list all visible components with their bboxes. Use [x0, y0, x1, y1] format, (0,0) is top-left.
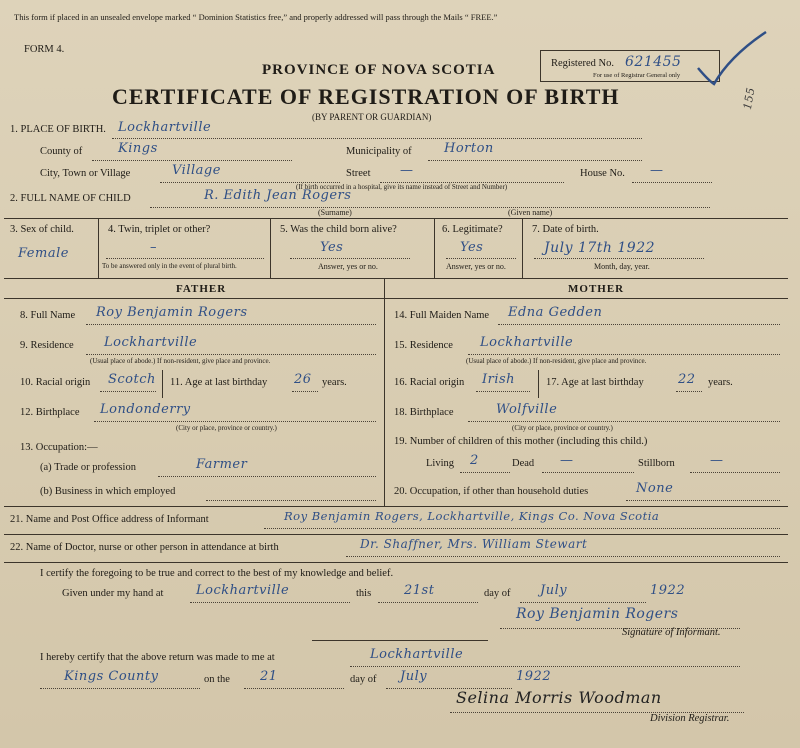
dob-note: Month, day, year. [594, 262, 650, 271]
this-label: this [356, 588, 372, 599]
father-occupation-label: 13. Occupation:— [20, 442, 98, 453]
father-heading: FATHER [176, 283, 227, 295]
city-value: Village [172, 163, 221, 178]
dob-label: 7. Date of birth. [532, 224, 599, 235]
street-value: — [400, 163, 414, 178]
stillborn-label: Stillborn [638, 458, 675, 469]
given-place-value: Lockhartville [196, 583, 290, 598]
margin-stamp: 155 [740, 86, 758, 111]
living-value: 2 [470, 453, 479, 468]
given-label: Given under my hand at [62, 588, 164, 599]
city-label: City, Town or Village [40, 168, 131, 179]
informant-label: 21. Name and Post Office address of Informant [10, 514, 209, 525]
mother-age-value: 22 [678, 372, 696, 387]
municipality-value: Horton [444, 141, 494, 156]
page-subtitle: (BY PARENT OR GUARDIAN) [312, 112, 432, 122]
certify-month-value: July [540, 583, 568, 598]
dead-label: Dead [512, 458, 535, 469]
father-age-label: 11. Age at last birthday [170, 377, 268, 388]
surname-note: (Surname) [318, 208, 352, 217]
registered-number: 621455 [625, 54, 682, 70]
certify-day-value: 21st [404, 583, 435, 598]
mother-occupation-value: None [636, 481, 674, 496]
informant-value: Roy Benjamin Rogers, Lockhartville, Kings Co. Nova Scotia [284, 509, 660, 523]
mother-residence-value: Lockhartville [480, 335, 574, 350]
sex-value: Female [18, 246, 69, 261]
father-years: years. [322, 377, 347, 388]
registrar-statement: I hereby certify that the above return was made to me at [40, 652, 275, 663]
province-heading: PROVINCE OF NOVA SCOTIA [262, 62, 496, 78]
legitimate-label: 6. Legitimate? [442, 224, 503, 235]
registrar-signature: Selina Morris Woodman [456, 688, 662, 707]
father-name-label: 8. Full Name [20, 310, 76, 321]
registered-label: Registered No. [551, 58, 614, 69]
dead-value: — [560, 453, 574, 468]
legitimate-note: Answer, yes or no. [446, 262, 506, 271]
place-of-birth-value: Lockhartville [118, 120, 212, 135]
municipality-label: Municipality of [346, 146, 412, 157]
father-birthplace-value: Londonderry [100, 402, 191, 417]
house-value: — [650, 163, 664, 178]
certify-year-value: 1922 [650, 583, 686, 598]
father-racial-value: Scotch [108, 372, 156, 387]
form-number: FORM 4. [24, 44, 65, 55]
father-residence-note: (Usual place of abode.) If non-resident, give place and province. [90, 357, 271, 365]
place-of-birth-label: 1. PLACE OF BIRTH. [10, 124, 106, 135]
alive-label: 5. Was the child born alive? [280, 224, 397, 235]
mother-years: years. [708, 377, 733, 388]
mother-children-label: 19. Number of children of this mother (including this child.) [394, 436, 648, 447]
stillborn-value: — [710, 453, 724, 468]
father-business-label: (b) Business in which employed [40, 486, 176, 497]
on-the-label: on the [204, 674, 230, 685]
registrar-county-value: Kings County [64, 669, 159, 684]
sex-label: 3. Sex of child. [10, 224, 74, 235]
mother-birthplace-label: 18. Birthplace [394, 407, 454, 418]
informant-signature-label: Signature of Informant. [622, 627, 721, 638]
mother-birthplace-note: (City or place, province or country.) [512, 424, 613, 432]
legitimate-value: Yes [460, 240, 484, 255]
mother-birthplace-value: Wolfville [496, 402, 558, 417]
twin-value: – [150, 240, 157, 255]
dob-value: July 17th 1922 [544, 240, 656, 256]
mother-age-label: 17. Age at last birthday [546, 377, 644, 388]
mother-racial-value: Irish [482, 372, 516, 387]
child-name-label: 2. FULL NAME OF CHILD [10, 193, 131, 204]
father-name-value: Roy Benjamin Rogers [96, 305, 248, 320]
alive-note: Answer, yes or no. [318, 262, 378, 271]
mother-residence-label: 15. Residence [394, 340, 453, 351]
father-residence-label: 9. Residence [20, 340, 74, 351]
registrar-month-value: July [400, 669, 428, 684]
mail-notice: This form if placed in an unsealed envelope marked “ Dominion Statistics free,” and properly addressed will pass through the Mails “ FREE.” [14, 12, 498, 22]
registrar-year-value: 1922 [516, 669, 552, 684]
certify-day-of-label: day of [484, 588, 511, 599]
informant-signature: Roy Benjamin Rogers [516, 606, 679, 622]
registrar-use-note: For use of Registrar General only [593, 72, 681, 79]
father-birthplace-label: 12. Birthplace [20, 407, 80, 418]
mother-residence-note: (Usual place of abode.) If non-resident, give place and province. [466, 357, 647, 365]
house-label: House No. [580, 168, 625, 179]
living-label: Living [426, 458, 454, 469]
hospital-note: (If birth occurred in a hospital, give its name instead of Street and Number) [296, 183, 508, 191]
registrar-signature-label: Division Registrar. [650, 713, 730, 724]
attendant-value: Dr. Shaffner, Mrs. William Stewart [360, 537, 588, 551]
mother-maiden-label: 14. Full Maiden Name [394, 310, 490, 321]
father-trade-label: (a) Trade or profession [40, 462, 136, 473]
mother-racial-label: 16. Racial origin [394, 377, 465, 388]
mother-heading: MOTHER [568, 283, 625, 295]
father-age-value: 26 [294, 372, 312, 387]
father-residence-value: Lockhartville [104, 335, 198, 350]
father-birthplace-note: (City or place, province or country.) [176, 424, 277, 432]
county-value: Kings [118, 141, 158, 156]
alive-value: Yes [320, 240, 344, 255]
certify-statement: I certify the foregoing to be true and correct to the best of my knowledge and belief. [40, 568, 394, 579]
registrar-day-of-label: day of [350, 674, 377, 685]
child-name-value: R. Edith Jean Rogers [204, 188, 352, 203]
twin-label: 4. Twin, triplet or other? [108, 224, 211, 235]
street-label: Street [346, 168, 371, 179]
registrar-day-value: 21 [260, 669, 278, 684]
father-trade-value: Farmer [196, 457, 248, 472]
attendant-label: 22. Name of Doctor, nurse or other person in attendance at birth [10, 542, 279, 553]
county-label: County of [40, 146, 83, 157]
father-racial-label: 10. Racial origin [20, 377, 91, 388]
mother-occupation-label: 20. Occupation, if other than household duties [394, 486, 589, 497]
twin-note: To be answered only in the event of plural birth. [102, 262, 237, 270]
check-mark-icon [690, 28, 770, 88]
registrar-place-value: Lockhartville [370, 647, 464, 662]
page-title: CERTIFICATE OF REGISTRATION OF BIRTH [112, 84, 620, 109]
mother-maiden-value: Edna Gedden [508, 305, 603, 320]
given-name-note: (Given name) [508, 208, 553, 217]
